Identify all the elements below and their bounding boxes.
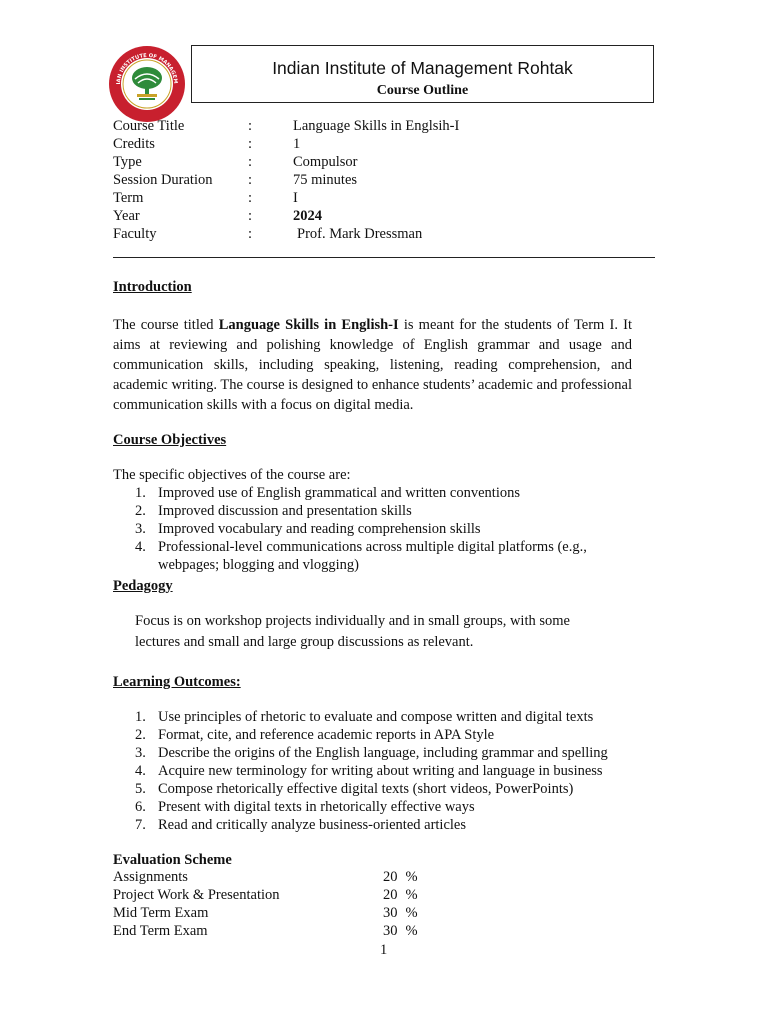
section-heading-introduction: Introduction [113,279,192,295]
weight-unit: % [405,869,418,885]
list-item [113,816,633,834]
logo-emblem-icon [108,45,186,123]
document-subtitle: Course Outline [376,83,469,98]
info-value: 2024 [293,208,322,224]
info-colon: : [248,226,253,242]
section-heading-evaluation: Evaluation Scheme [113,852,232,868]
list-item [113,502,633,520]
info-colon: : [248,172,253,188]
horizontal-divider [113,257,655,258]
objectives-lead: The specific objectives of the course are: [113,467,351,483]
page-number: 1 [380,942,388,958]
info-value: 75 minutes [293,172,358,188]
list-item [113,708,633,726]
info-value: Compulsor [293,154,358,170]
section-heading-learning-outcomes: Learning Outcomes: [113,674,241,690]
institute-name: Indian Institute of Management Rohtak [272,58,573,78]
list-item-text: Improved use of English grammatical and written conventions [158,485,521,501]
logo-bottom-text: ROHTAK [134,99,160,109]
info-value: Language Skills in Englsih-I [293,118,460,134]
intro-course-name: Language Skills in English-I [218,317,399,333]
list-item-number: 4. [135,763,146,779]
logo-top-text: IAN INSTITUTE OF MANAGEM [115,52,179,85]
info-label: Course Title [113,118,185,134]
info-label: Faculty [113,226,157,242]
list-item [113,538,633,574]
list-item [113,798,633,816]
list-item-number: 2. [135,503,146,519]
iim-rohtak-logo [108,45,186,123]
info-value: 1 [293,136,301,152]
info-value: I [293,190,298,206]
intro-text-after: is meant for the students of Term I. It aims at reviewing and polishing knowledge of English grammar and usage and communication skills, including speaking, listening, reading comprehension, and academic writing. The course is designed to enhance students’ academic and professional communication skills with a focus on digital media. [113,317,632,413]
introduction-paragraph [113,315,632,415]
list-item [113,780,633,798]
info-label: Credits [113,136,155,152]
intro-text-before: The course titled [113,317,219,333]
list-item-number: 6. [135,799,146,815]
list-item-text: Describe the origins of the English language, including grammar and spelling [158,745,608,761]
info-label: Year [113,208,140,224]
weight-value: 30 [383,923,398,939]
info-colon: : [248,118,253,134]
list-item-text: Acquire new terminology for writing about writing and language in business [158,763,603,779]
section-heading-pedagogy: Pedagogy [113,578,173,594]
list-item-number: 7. [135,817,146,833]
weight-value: 20 [383,869,398,885]
info-label: Session Duration [113,172,213,188]
list-item-text: Professional-level communications across multiple digital platforms (e.g., webpages; blogging and vlogging) [158,539,587,573]
list-item-number: 3. [135,521,146,537]
list-item-number: 2. [135,727,146,743]
list-item [113,762,633,780]
section-heading-objectives: Course Objectives [113,432,227,448]
list-item-text: Format, cite, and reference academic reports in APA Style [158,727,495,743]
info-label: Type [113,154,142,170]
evaluation-weight [383,868,418,886]
evaluation-component: Mid Term Exam [113,905,209,921]
info-colon: : [248,208,253,224]
outcomes-list [113,708,633,834]
weight-value: 30 [383,905,398,921]
list-item-text: Improved discussion and presentation skills [158,503,412,519]
objectives-list [113,484,633,574]
info-value: Prof. Mark Dressman [297,226,423,242]
pedagogy-paragraph: Focus is on workshop projects individually and in small groups, with some lectures and small and large group discussions as relevant. [135,613,570,650]
list-item-text: Present with digital texts in rhetorically effective ways [158,799,475,815]
weight-unit: % [405,887,418,903]
list-item-number: 3. [135,745,146,761]
info-colon: : [248,136,253,152]
list-item-text: Use principles of rhetoric to evaluate and compose written and digital texts [158,709,594,725]
weight-value: 20 [383,887,398,903]
list-item [113,744,633,762]
info-colon: : [248,190,253,206]
evaluation-weight [383,922,418,940]
list-item-number: 1. [135,709,146,725]
list-item-number: 4. [135,539,146,555]
list-item-number: 5. [135,781,146,797]
list-item-text: Read and critically analyze business-oriented articles [158,817,466,833]
list-item [113,726,633,744]
list-item-text: Improved vocabulary and reading comprehension skills [158,521,481,537]
list-item-number: 1. [135,485,146,501]
evaluation-component: Assignments [113,869,188,885]
evaluation-weight [383,886,418,904]
info-colon: : [248,154,253,170]
weight-unit: % [405,923,418,939]
list-item [113,520,633,538]
evaluation-component: End Term Exam [113,923,208,939]
info-label: Term [113,190,144,206]
weight-unit: % [405,905,418,921]
list-item [113,484,633,502]
evaluation-weight [383,904,418,922]
evaluation-component: Project Work & Presentation [113,887,280,903]
header-box [191,45,654,103]
list-item-text: Compose rhetorically effective digital texts (short videos, PowerPoints) [158,781,574,797]
